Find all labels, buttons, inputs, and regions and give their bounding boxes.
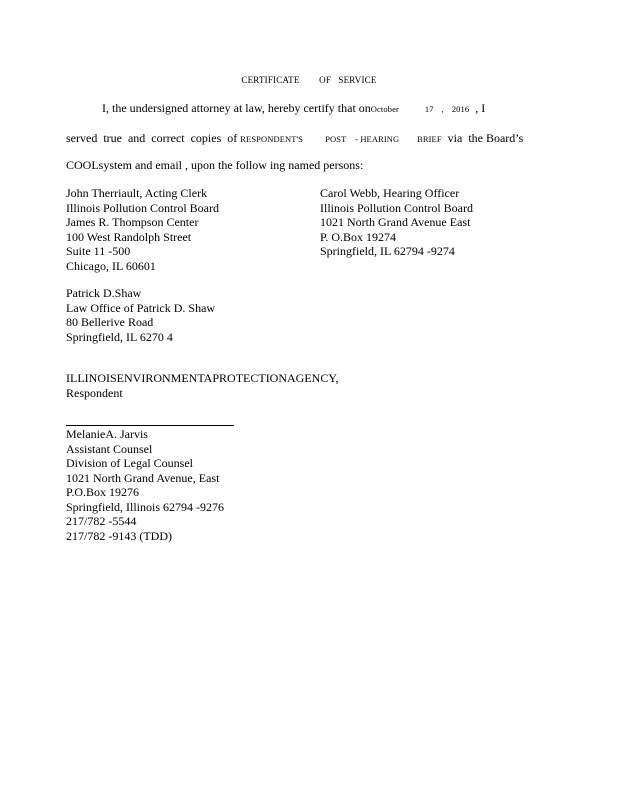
- certification-lead-text: I, the undersigned attorney at law, hereby certify that on: [102, 101, 371, 115]
- signatory-block: [66, 427, 224, 543]
- date-day: 17: [424, 104, 434, 114]
- agency-name: ILLINOISENVIRONMENTAPROTECTIONAGENCY,: [66, 371, 339, 385]
- recipient-hearing-officer-address: [320, 186, 473, 259]
- address-line: Springfield, IL 62794 -9274: [320, 244, 455, 258]
- date-month: October: [370, 104, 399, 114]
- certification-tail-text: , I: [475, 101, 486, 115]
- address-line: Carol Webb, Hearing Officer: [320, 186, 460, 200]
- served-lead-text: served true and correct copies of: [66, 131, 241, 145]
- signatory-line: 1021 North Grand Avenue, East: [66, 470, 220, 485]
- respondent-agency: [66, 371, 338, 400]
- address-line: 1021 North Grand Avenue East: [320, 215, 471, 229]
- certification-paragraph: [66, 101, 538, 117]
- address-line: James R. Thompson Center: [66, 215, 199, 229]
- signatory-line: Division of Legal Counsel: [66, 456, 193, 470]
- address-line: 100 West Randolph Street: [66, 229, 192, 244]
- signatory-line: 217/782 -5544: [66, 514, 137, 528]
- signatory-line: Assistant Counsel: [66, 441, 153, 456]
- address-line: Springfield, IL 6270 4: [66, 329, 173, 344]
- signatory-line: 217/782 -9143 (TDD): [66, 528, 172, 543]
- address-line: Illinois Pollution Control Board: [66, 200, 220, 215]
- address-line: Suite 11 -500: [66, 244, 131, 258]
- recipient-clerk-address: [66, 186, 219, 273]
- date-separator: ,: [441, 104, 444, 114]
- signatory-line: MelanieA. Jarvis: [66, 427, 148, 441]
- certificate-title: CERTIFICATE OF SERVICE: [241, 75, 377, 85]
- date-year: 2016: [451, 104, 470, 114]
- signatory-line: Springfield, Illinois 62794 -9276: [66, 499, 224, 514]
- address-line: Chicago, IL 60601: [66, 258, 156, 273]
- recipient-shaw-address: [66, 286, 215, 344]
- served-paragraph: [66, 131, 538, 147]
- address-line: John Therriault, Acting Clerk: [66, 186, 208, 200]
- document-name: RESPONDENT'S POST - HEARING BRIEF: [240, 134, 442, 144]
- address-line: Law Office of Patrick D. Shaw: [66, 300, 216, 315]
- signatory-line: P.O.Box 19276: [66, 485, 140, 499]
- address-line: Illinois Pollution Control Board: [320, 200, 474, 215]
- address-line: P. O.Box 19274: [320, 229, 397, 244]
- address-line: 80 Bellerive Road: [66, 315, 154, 329]
- served-tail-text: via the Board’s: [441, 131, 524, 145]
- agency-role: Respondent: [66, 385, 123, 400]
- address-line: Patrick D.Shaw: [66, 286, 142, 300]
- service-method-paragraph: COOLsystem and email , upon the follow ing named persons:: [66, 158, 364, 172]
- signature-line: [66, 425, 234, 426]
